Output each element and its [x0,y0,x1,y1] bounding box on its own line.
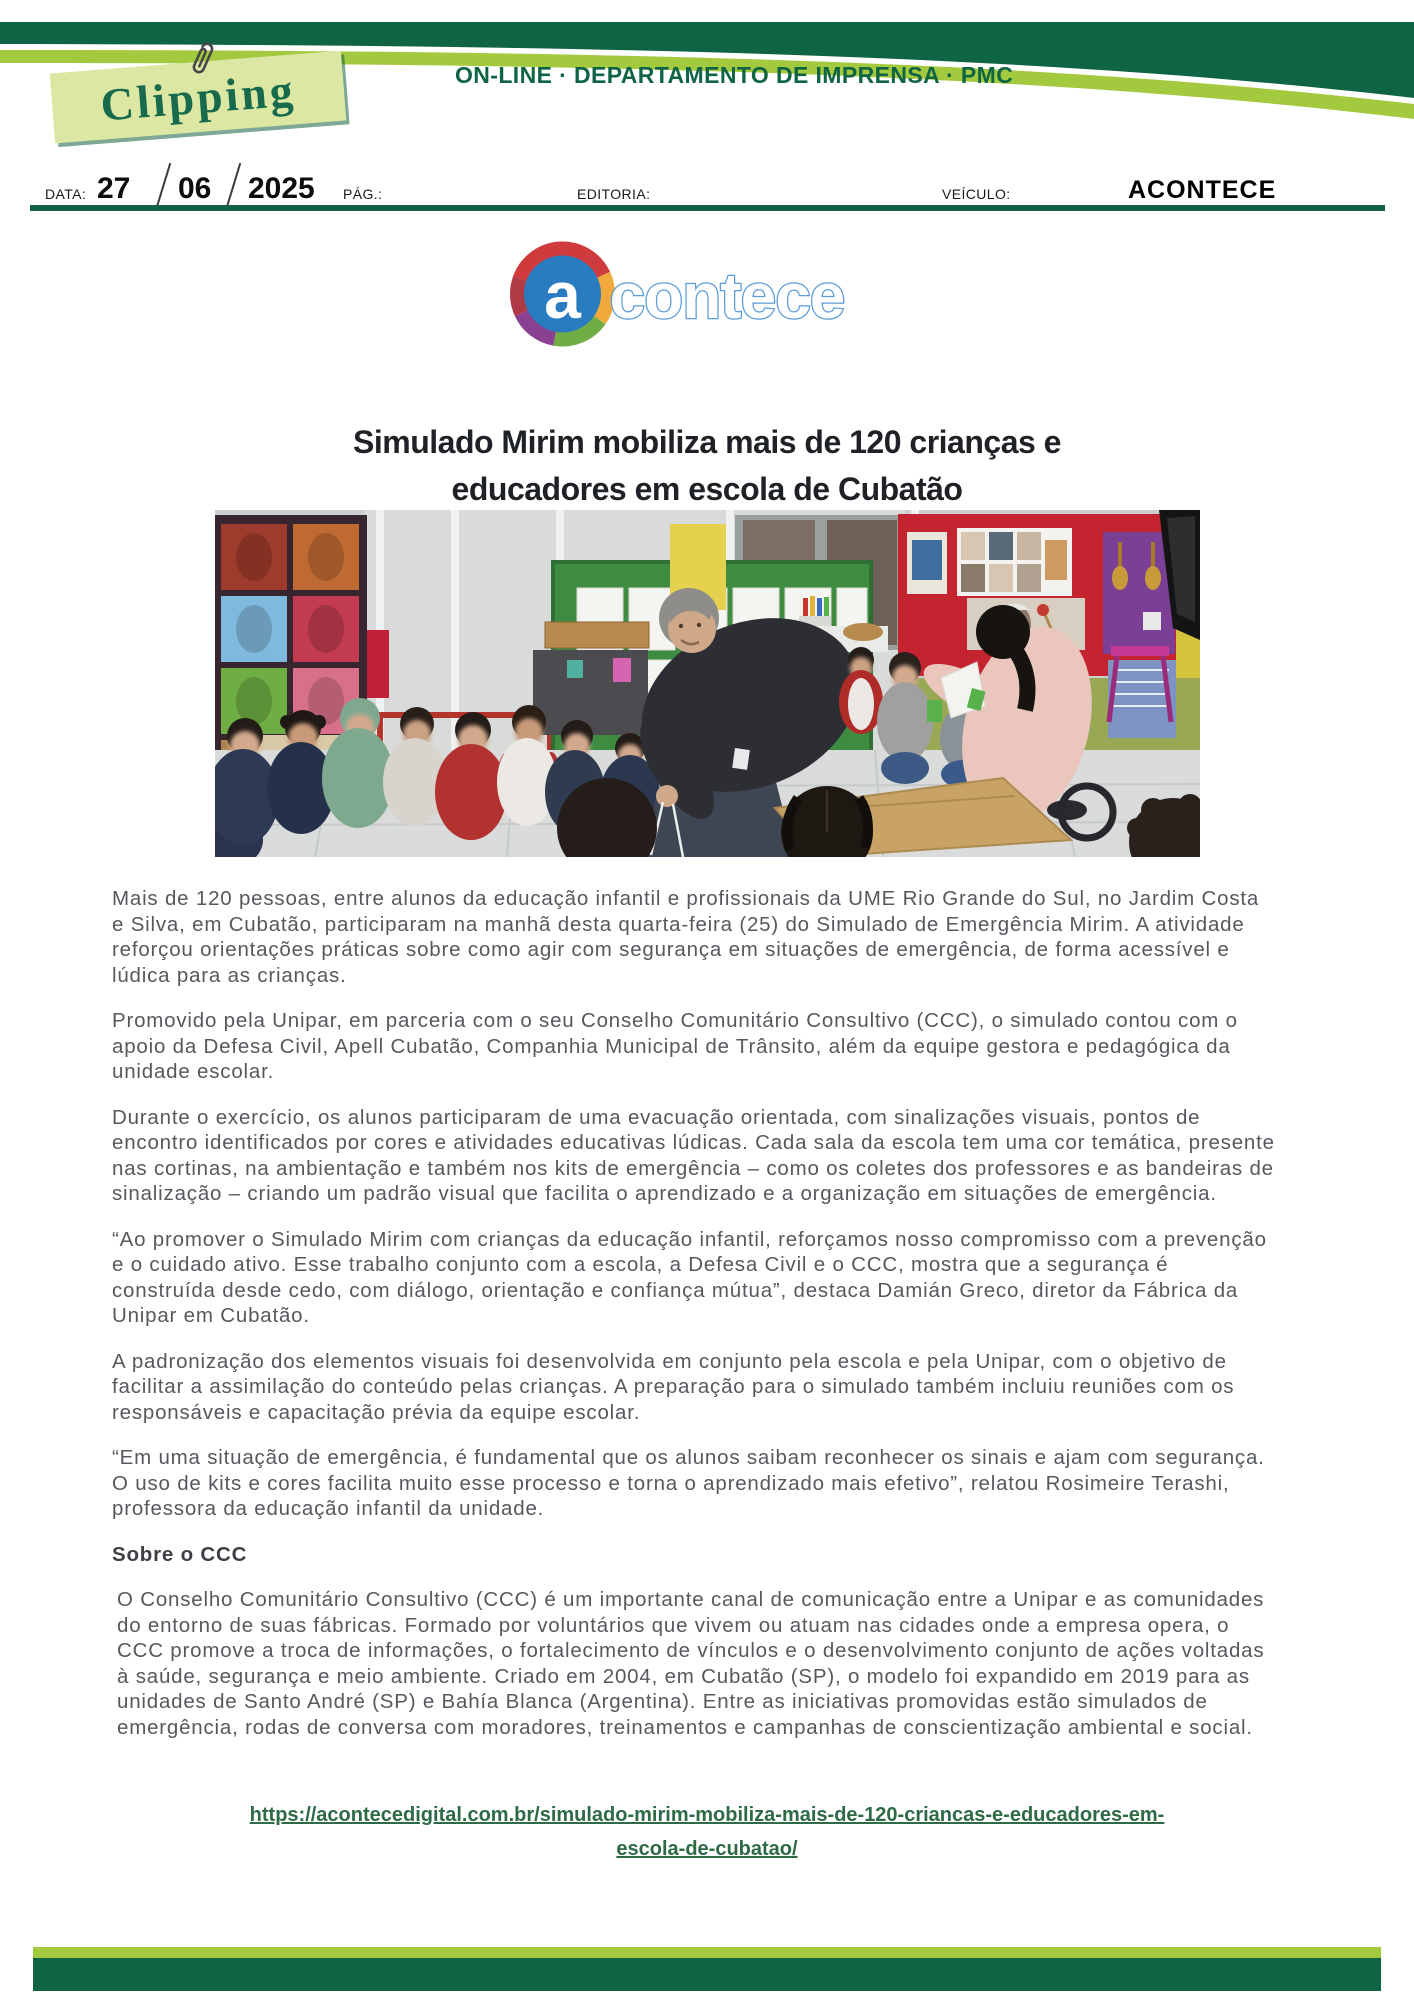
clipping-tag-label: Clipping [98,63,298,131]
source-link-row [0,1798,1414,1866]
date-slash [155,163,172,211]
article-title-line2: educadores em escola de Cubatão [451,471,963,507]
article-title-line1: Simulado Mirim mobiliza mais de 120 crianças e [353,424,1061,460]
footer-light-bar [33,1947,1381,1958]
page-label: PÁG.: [343,186,383,202]
source-link[interactable] [0,1798,1414,1866]
veiculo-label: VEÍCULO: [942,186,1011,202]
paragraph: A padronização dos elementos visuais foi desenvolvida em conjunto pela escola e pela Unipar, com o objetivo de facilitar a assimilação do conteúdo pelas crianças. A preparação para o simulado também incluiu reuniões com os responsáveis e capacitação prévia da equipe escolar. [112,1349,1235,1424]
paragraph: Durante o exercício, os alunos participaram de uma evacuação orientada, com sinalizações visuais, pontos de encontro identificados por cores e atividades educativas lúdicas. Cada sala da escola tem uma cor temática, presente nas cortinas, na ambientação e também nos kits de emergência – como os coletes dos professores e as bandeiras de sinalização – criando um padrão visual que facilita o aprendizado e a organização em situações de emergência. [112,1105,1275,1205]
logo-wordmark: contece [609,260,845,332]
veiculo-value: ACONTECE [1128,176,1277,204]
paragraph: Mais de 120 pessoas, entre alunos da educação infantil e profissionais da UME Rio Grande do Sul, no Jardim Costa e Silva, em Cubatão, participaram na manhã desta quarta-feira (25) do Simulado de Emergência Mirim. A atividade reforçou orientações práticas sobre como agir com segurança em situações de emergência, de forma acessível e lúdica para as crianças. [112,887,1260,987]
article-photo [215,510,1200,857]
data-label: DATA: [45,186,87,202]
date-year: 2025 [248,172,315,205]
logo-letter-a: a [544,258,581,332]
footer-bars [33,1947,1381,1991]
date-day: 27 [97,172,131,205]
paragraph: “Em uma situação de emergência, é fundamental que os alunos saibam reconhecer os sinais e ajam com segurança. O uso de kits e cores facilita muito esse processo e torna o aprendizado mais efetivo”, relatou Rosimeire Terashi, professora da educação infantil da unidade. [112,1446,1265,1520]
acontece-logo [510,238,905,350]
article-body [112,886,1277,1760]
source-link-line1: https://acontecedigital.com.br/simulado-mirim-mobiliza-mais-de-120-criancas-e-educadores-em- [249,1804,1165,1826]
paragraph: Promovido pela Unipar, em parceria com o seu Conselho Comunitário Consultivo (CCC), o simulado contou com o apoio da Defesa Civil, Apell Cubatão, Companhia Municipal de Trânsito, além da equipe gestora e pedagógica da unidade escolar. [112,1009,1238,1083]
article-title [0,419,1414,513]
date-month: 06 [178,172,212,205]
paragraph: O Conselho Comunitário Consultivo (CCC) é um importante canal de comunicação entre a Unipar e as comunidades do entorno de suas fábricas. Formado por voluntários que vivem ou atuam nas cidades onde a empresa opera, o CCC promove a troca de informações, o fortalecimento de vínculos e o desenvolvimento conjunto de ações voltadas à saúde, segurança e meio ambiente. Criado em 2004, em Cubatão (SP), o modelo foi expandido em 2019 para as unidades de Santo André (SP) e Bahía Blanca (Argentina). Entre as iniciativas promovidas estão simulados de emergência, rodas de conversa com moradores, treinamentos e campanhas de conscientização ambiental e social. [117,1588,1265,1739]
source-link-line2: escola-de-cubatao/ [616,1838,798,1860]
section-subheading: Sobre o CCC [112,1542,248,1566]
header-subtitle: ON-LINE · DEPARTAMENTO DE IMPRENSA · PMC [455,62,1014,88]
divider-rule [30,205,1385,211]
paragraph: “Ao promover o Simulado Mirim com crianças da educação infantil, reforçamos nosso compromisso com a prevenção e o cuidado ativo. Esse trabalho conjunto com a escola, a Defesa Civil e o CCC, mostra que a segurança é construída desde cedo, com diálogo, orientação e confiança mútua”, destaca Damián Greco, diretor da Fábrica da Unipar em Cubatão. [112,1227,1267,1327]
editoria-label: EDITORIA: [577,186,651,202]
date-slash [225,163,242,211]
footer-dark-bar [33,1958,1381,1991]
